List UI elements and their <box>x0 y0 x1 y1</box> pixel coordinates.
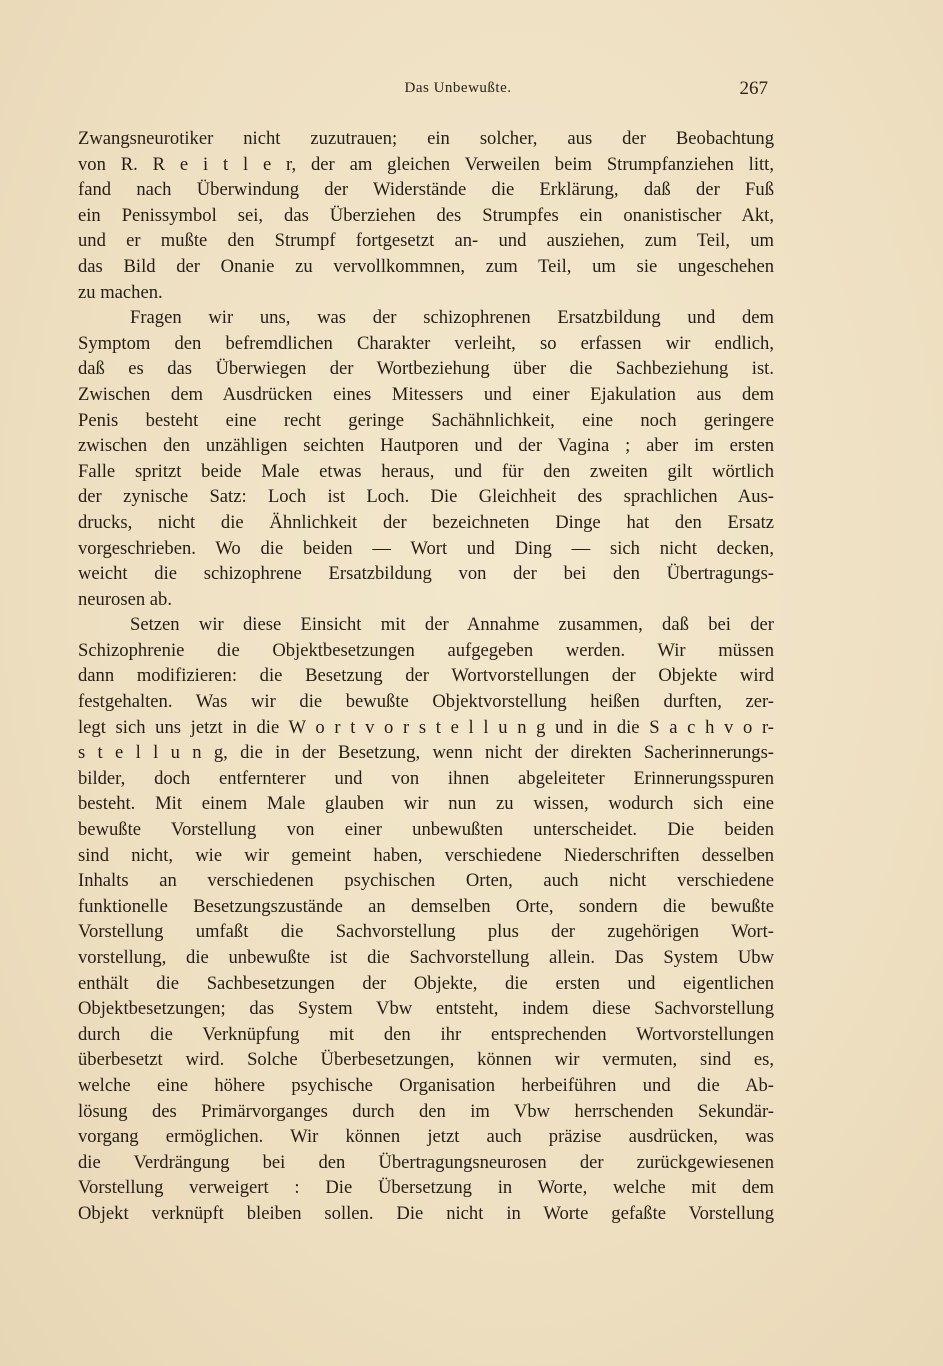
paragraph <box>78 305 774 612</box>
text-line: vorgang ermöglichen. Wir können jetzt auch präzise ausdrücken, was <box>78 1126 774 1148</box>
paragraph <box>78 612 774 1226</box>
text-line: die Verdrängung bei den Übertragungsneurosen der zurückgewiesenen <box>78 1151 774 1173</box>
page-header <box>78 78 768 108</box>
text-line: Vorstellung verweigert : Die Übersetzung in Worte, welche mit dem <box>78 1177 774 1199</box>
text-line: Inhalts an verschiedenen psychischen Orten, auch nicht verschiedene <box>78 870 774 892</box>
text-line: funktionelle Besetzungszustände an demselben Orte, sondern die bewußte <box>78 895 774 917</box>
text-line: Schizophrenie die Objektbesetzungen aufgegeben werden. Wir müssen <box>78 639 774 661</box>
text-line: welche eine höhere psychische Organisation herbeiführen und die Ab- <box>78 1074 774 1096</box>
text-line: festgehalten. Was wir die bewußte Objektvorstellung heißen durften, zer- <box>78 691 774 713</box>
text-line: Zwangsneurotiker nicht zuzutrauen; ein solcher, aus der Beobachtung <box>78 128 774 149</box>
text-line: s t e l l u n g, die in der Besetzung, wenn nicht der direkten Sacherinnerungs- <box>78 742 774 764</box>
paragraph <box>78 126 774 305</box>
text-line: Objekt verknüpft bleiben sollen. Die nicht in Worte gefaßte Vorstellung <box>78 1202 774 1224</box>
text-line: zwischen den unzähligen seichten Hautporen und der Vagina ; aber im ersten <box>78 435 774 457</box>
text-line: das Bild der Onanie zu vervollkommnen, zum Teil, um sie ungeschehen <box>78 255 774 277</box>
text-line: Objektbesetzungen; das System Vbw entsteht, indem diese Sachvorstellung <box>78 998 774 1020</box>
text-line: lösung des Primärvorganges durch den im Vbw herrschenden Sekundär- <box>78 1100 774 1122</box>
body-text <box>78 126 774 1227</box>
page-number: 267 <box>739 78 768 99</box>
text-line: dann modifizieren: die Besetzung der Wortvorstellungen der Objekte wird <box>78 665 774 687</box>
text-line: Vorstellung umfaßt die Sachvorstellung plus der zugehörigen Wort- <box>78 921 774 943</box>
text-line: Fragen wir uns, was der schizophrenen Ersatzbildung und dem <box>130 307 774 329</box>
text-line: legt sich uns jetzt in die W o r t v o r s t e l l u n g und in die S a c h v o r- <box>78 716 774 738</box>
text-line: durch die Verknüpfung mit den ihr entsprechenden Wortvorstellungen <box>78 1023 774 1045</box>
running-title: Das Unbewußte. <box>404 80 512 96</box>
text-line: und er mußte den Strumpf fortgesetzt an- und ausziehen, zum Teil, um <box>78 230 774 252</box>
text-line: fand nach Überwindung der Widerstände die Erklärung, daß der Fuß <box>78 179 774 201</box>
text-line: enthält die Sachbesetzungen der Objekte, die ersten und eigentlichen <box>78 972 774 994</box>
text-line: vorgeschrieben. Wo die beiden — Wort und Ding — sich nicht decken, <box>78 537 774 559</box>
text-line: weicht die schizophrene Ersatzbildung von der bei den Übertragungs- <box>78 563 774 585</box>
text-line: Falle spritzt beide Male etwas heraus, und für den zweiten gilt wörtlich <box>78 460 774 482</box>
text-line: bilder, doch entfernterer und von ihnen abgeleiteter Erinnerungsspuren <box>78 767 774 789</box>
text-line: Symptom den befremdlichen Charakter verleiht, so erfassen wir endlich, <box>78 332 774 354</box>
text-line: sind nicht, wie wir gemeint haben, verschiedene Niederschriften desselben <box>78 844 774 866</box>
text-line: der zynische Satz: Loch ist Loch. Die Gleichheit des sprachlichen Aus- <box>78 486 774 508</box>
text-line: Zwischen dem Ausdrücken eines Mitessers und einer Ejakulation aus dem <box>78 383 774 405</box>
text-line: zu machen. <box>78 281 163 303</box>
text-line: Penis besteht eine recht geringe Sachähnlichkeit, eine noch geringere <box>78 409 774 431</box>
text-line: bewußte Vorstellung von einer unbewußten unterscheidet. Die beiden <box>78 819 774 841</box>
text-line: von R. R e i t l e r, der am gleichen Verweilen beim Strumpfanziehen litt, <box>78 153 774 175</box>
text-line: drucks, nicht die Ähnlichkeit der bezeichneten Dinge hat den Ersatz <box>78 511 774 533</box>
text-line: Setzen wir diese Einsicht mit der Annahme zusammen, daß bei der <box>130 614 774 636</box>
text-line: vorstellung, die unbewußte ist die Sachvorstellung allein. Das System Ubw <box>78 947 774 968</box>
text-line: ein Penissymbol sei, das Überziehen des Strumpfes ein onanistischer Akt, <box>78 204 774 226</box>
text-line: neurosen ab. <box>78 588 172 610</box>
text-line: besteht. Mit einem Male glauben wir nun zu wissen, wodurch sich eine <box>78 793 774 815</box>
text-line: überbesetzt wird. Solche Überbesetzungen, können wir vermuten, sind es, <box>78 1049 774 1071</box>
text-line: daß es das Überwiegen der Wortbeziehung über die Sachbeziehung ist. <box>78 358 774 380</box>
